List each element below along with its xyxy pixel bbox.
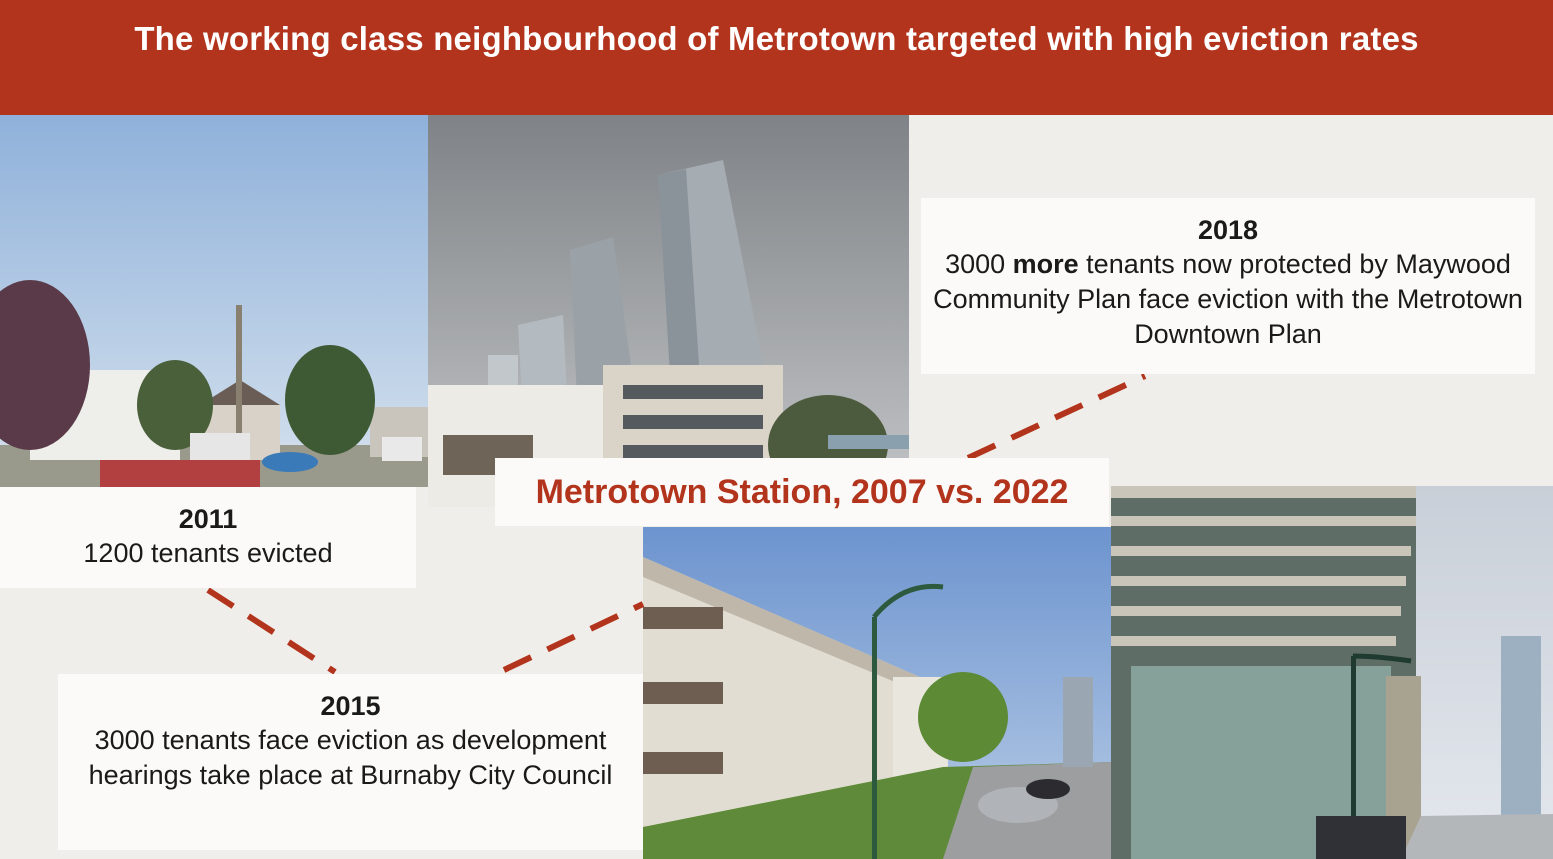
photo-apartments-2007 — [643, 527, 1111, 859]
connector-label-2018 — [968, 376, 1145, 458]
timeline-text: 3000 more tenants now protected by Maywood Community Plan face eviction with the Metrotown Downtown Plan — [933, 249, 1523, 349]
timeline-year: 2018 — [1197, 215, 1259, 245]
connector-2011-2015 — [208, 590, 335, 672]
timeline-text: 3000 tenants face eviction as development hearings take place at Burnaby City Council — [88, 725, 613, 790]
photo-towers-2022 — [428, 115, 909, 507]
timeline-text: 1200 tenants evicted — [83, 538, 333, 568]
photo-glass-tower-2022 — [1111, 486, 1553, 859]
photo-street-2007 — [0, 115, 428, 487]
timeline-year: 2011 — [178, 504, 238, 534]
timeline-year: 2015 — [320, 691, 381, 721]
connector-2015-photo — [504, 604, 643, 670]
timeline-card-2018 — [921, 198, 1535, 374]
page-title: The working class neighbourhood of Metrotown targeted with high eviction rates — [134, 20, 1419, 57]
title-banner — [0, 0, 1553, 115]
emphasis-more: more — [1012, 249, 1079, 279]
timeline-card-2015 — [58, 674, 643, 850]
timeline-card-2011 — [0, 487, 416, 588]
photo-caption: Metrotown Station, 2007 vs. 2022 — [495, 458, 1109, 526]
